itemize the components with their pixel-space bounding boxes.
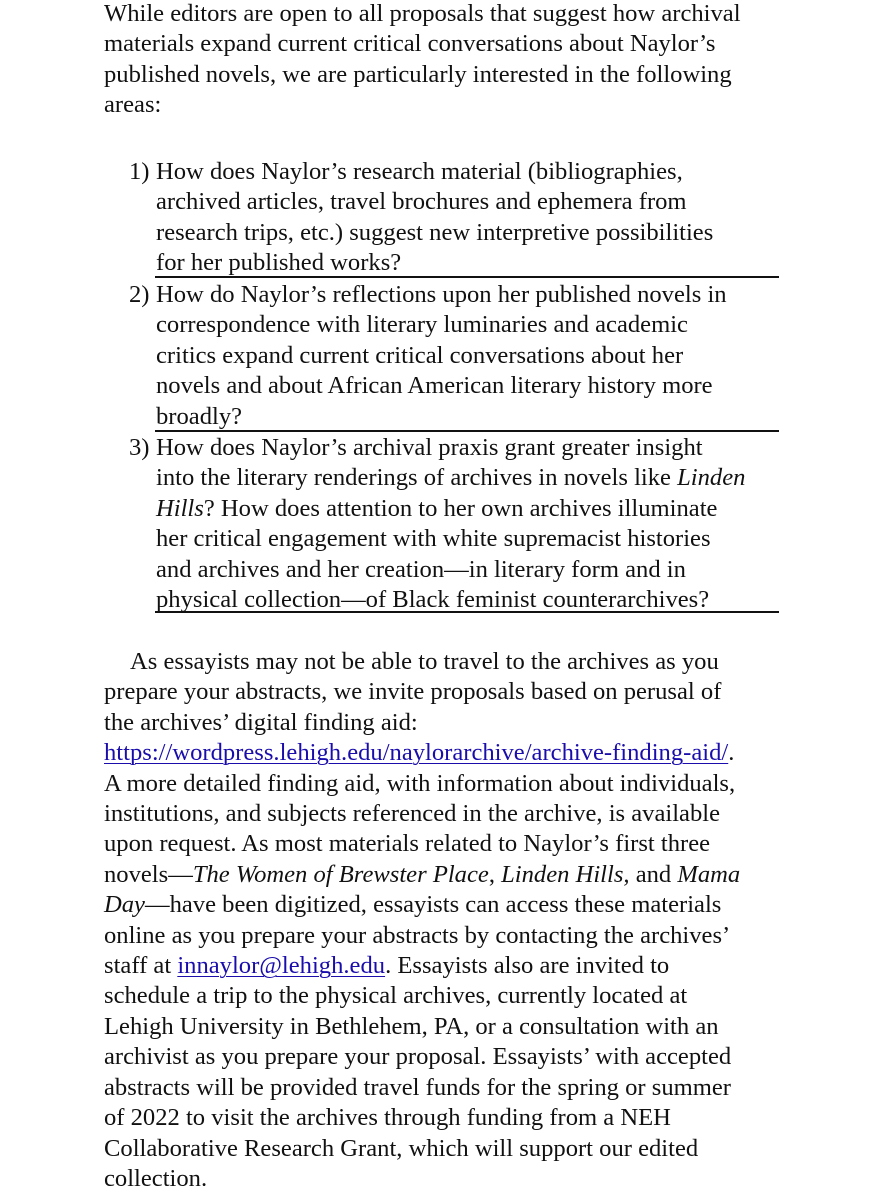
question-underline bbox=[155, 276, 779, 278]
book-title: Linden Hills, bbox=[501, 860, 630, 888]
question-number: 1) bbox=[129, 158, 150, 185]
paragraph-line: institutions, and subjects referenced in the archive, is available bbox=[104, 800, 720, 828]
paragraph-line: collection. bbox=[104, 1164, 208, 1192]
email-link[interactable]: innaylor@lehigh.edu bbox=[177, 952, 386, 980]
intro-line: materials expand current critical conversations about Naylor’s bbox=[104, 30, 716, 58]
book-title: Mama bbox=[677, 860, 741, 888]
question-line: for her published works? bbox=[156, 249, 402, 277]
question-line bbox=[156, 463, 745, 493]
paragraph-line: upon request. As most materials related to Naylor’s first three bbox=[104, 830, 711, 858]
question-underline bbox=[155, 430, 779, 432]
question-line: How does Naylor’s research material (bibliographies, bbox=[156, 158, 683, 185]
intro-paragraph bbox=[104, 0, 794, 121]
intro-line: areas: bbox=[104, 91, 162, 119]
question-line: How does Naylor’s archival praxis grant greater insight bbox=[156, 434, 703, 461]
paragraph-line: As essayists may not be able to travel to the archives as you bbox=[130, 648, 719, 675]
question-line: and archives and her creation—in literary form and in bbox=[156, 555, 686, 583]
paragraph-line: the archives’ digital finding aid: bbox=[104, 708, 418, 736]
question-line: correspondence with literary luminaries and academic bbox=[156, 311, 688, 339]
paragraph-line: Collaborative Research Grant, which will support our edited bbox=[104, 1134, 699, 1162]
question-line: broadly? bbox=[156, 402, 243, 430]
question-3 bbox=[129, 433, 746, 615]
paragraph-text: , bbox=[488, 860, 502, 888]
paragraph-line: A more detailed finding aid, with information about individuals, bbox=[104, 769, 736, 797]
paragraph-line: archivist as you prepare your proposal. Essayists’ with accepted bbox=[104, 1043, 732, 1071]
paragraph-line: schedule a trip to the physical archives, currently located at bbox=[104, 982, 688, 1010]
question-line bbox=[156, 494, 745, 524]
paragraph-text: . bbox=[728, 739, 735, 767]
paragraph-line bbox=[104, 738, 804, 768]
body-paragraph bbox=[104, 647, 804, 1194]
paragraph-text: —have been digitized, essayists can access these materials bbox=[144, 891, 722, 919]
paragraph-line: of 2022 to visit the archives through funding from a NEH bbox=[104, 1104, 671, 1132]
book-title: Day bbox=[104, 891, 145, 919]
paragraph-text: . Essayists also are invited to bbox=[385, 952, 670, 980]
question-line: research trips, etc.) suggest new interpretive possibilities bbox=[156, 218, 714, 246]
question-underline bbox=[155, 611, 779, 613]
question-line: How do Naylor’s reflections upon her published novels in bbox=[156, 281, 727, 308]
question-number: 2) bbox=[129, 281, 150, 308]
paragraph-text: staff at bbox=[104, 952, 178, 980]
question-number: 3) bbox=[129, 434, 150, 461]
question-1 bbox=[129, 157, 714, 279]
question-2 bbox=[129, 280, 727, 432]
question-text: ? How does attention to her own archives illuminate bbox=[203, 494, 718, 522]
paragraph-line bbox=[104, 890, 804, 920]
intro-line: While editors are open to all proposals that suggest how archival bbox=[104, 0, 741, 27]
question-line: novels and about African American literary history more bbox=[156, 372, 713, 400]
paragraph-text: novels— bbox=[104, 860, 193, 888]
question-text: into the literary renderings of archives in novels like bbox=[156, 464, 678, 492]
intro-line: published novels, we are particularly interested in the following bbox=[104, 60, 732, 88]
paragraph-line: Lehigh University in Bethlehem, PA, or a consultation with an bbox=[104, 1012, 719, 1040]
book-title: Linden bbox=[677, 464, 746, 492]
finding-aid-link[interactable]: https://wordpress.lehigh.edu/naylorarchive/archive-finding-aid/ bbox=[104, 739, 729, 767]
paragraph-text: and bbox=[629, 860, 678, 888]
question-line: her critical engagement with white supremacist histories bbox=[156, 525, 711, 553]
paragraph-line bbox=[104, 951, 804, 981]
book-title: Hills bbox=[156, 494, 204, 522]
paragraph-line: prepare your abstracts, we invite proposals based on perusal of bbox=[104, 678, 722, 706]
question-line: archived articles, travel brochures and ephemera from bbox=[156, 188, 687, 216]
paragraph-line: abstracts will be provided travel funds for the spring or summer bbox=[104, 1073, 731, 1101]
question-line: physical collection—of Black feminist counterarchives? bbox=[156, 586, 710, 614]
book-title: The Women of Brewster Place bbox=[192, 860, 489, 888]
paragraph-line bbox=[104, 860, 804, 890]
question-line: critics expand current critical conversations about her bbox=[156, 341, 684, 369]
paragraph-line: online as you prepare your abstracts by contacting the archives’ bbox=[104, 921, 731, 949]
